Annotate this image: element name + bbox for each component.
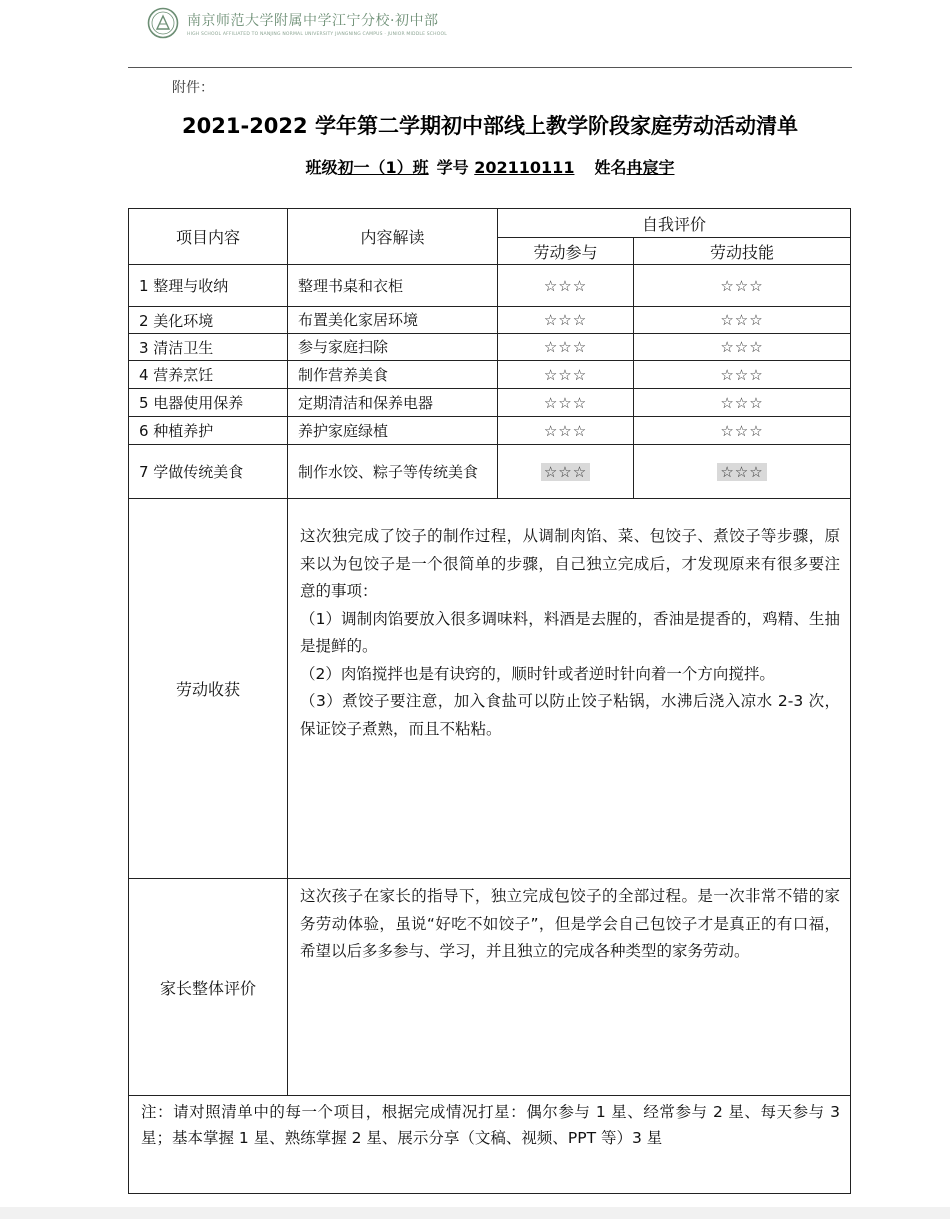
harvest-paragraph: （2）肉馅搅拌也是有诀窍的，顺时针或者逆时针向着一个方向搅拌。 — [300, 664, 775, 683]
school-seal-icon — [147, 7, 179, 39]
table-row — [129, 389, 851, 417]
class-label: 班级 — [305, 158, 338, 177]
parent-eval-label: 家长整体评价 — [129, 879, 288, 1096]
explain-cell: 制作水饺、粽子等传统美食 — [288, 445, 498, 499]
table-row — [129, 445, 851, 499]
school-header — [147, 6, 527, 46]
explain-cell: 定期清洁和保养电器 — [288, 389, 498, 417]
header-skill: 劳动技能 — [634, 238, 851, 265]
table-row — [129, 334, 851, 361]
item-cell: 2 美化环境 — [129, 307, 288, 334]
participation-stars: ☆☆☆ — [498, 417, 634, 445]
school-name-english: HIGH SCHOOL AFFILIATED TO NANJING NORMAL UNIVERSITY JIANGNING CAMPUS · JUNIOR MIDDLE SCHOOL — [187, 32, 447, 37]
participation-stars: ☆☆☆ — [498, 334, 634, 361]
harvest-paragraph: （1）调制肉馅要放入很多调味料，料酒是去腥的，香油是提香的，鸡精、生抽是提鲜的。 — [300, 609, 841, 655]
explain-cell: 布置美化家居环境 — [288, 307, 498, 334]
name-value: 冉宸宇 — [626, 158, 675, 177]
skill-stars: ☆☆☆ — [634, 389, 851, 417]
harvest-paragraph: 这次独完成了饺子的制作过程，从调制肉馅、菜、包饺子、煮饺子等步骤，原来以为包饺子是一个很简单的步骤，自己独立完成后，才发现原来有很多要注意的事项： — [300, 527, 841, 600]
header-participation: 劳动参与 — [498, 238, 634, 265]
note-text: 注：请对照清单中的每一个项目，根据完成情况打星：偶尔参与 1 星、经常参与 2 星、每天参与 3 星；基本掌握 1 星、熟练掌握 2 星、展示分享（文稿、视频、PPT 等）3 星 — [129, 1096, 851, 1194]
school-name: 南京师范大学附属中学江宁分校·初中部 — [187, 13, 439, 29]
header-item: 项目内容 — [129, 209, 288, 265]
header-self-eval: 自我评价 — [498, 209, 851, 238]
page-title: 2021-2022 学年第二学期初中部线上教学阶段家庭劳动活动清单 — [182, 114, 798, 138]
table-row — [129, 307, 851, 334]
harvest-content — [288, 499, 851, 879]
parent-eval-text: 这次孩子在家长的指导下，独立完成包饺子的全部过程。是一次非常不错的家务劳动体验，虽说“好吃不如饺子”，但是学会自己包饺子才是真正的有口福，希望以后多多参与、学习，并且独立的完成各种类型的家务劳动。 — [300, 887, 841, 960]
explain-cell: 养护家庭绿植 — [288, 417, 498, 445]
table-row — [129, 361, 851, 389]
table-row — [129, 265, 851, 307]
class-value: 初一（1）班 — [337, 158, 429, 177]
student-id-label: 学号 — [436, 158, 469, 177]
item-cell: 7 学做传统美食 — [129, 445, 288, 499]
table-row — [129, 417, 851, 445]
parent-eval-content — [288, 879, 851, 1096]
skill-stars: ☆☆☆ — [717, 463, 766, 481]
harvest-paragraph: （3）煮饺子要注意，加入食盐可以防止饺子粘锅，水沸后浇入凉水 2-3 次，保证饺子煮熟，而且不粘粘。 — [300, 692, 841, 738]
student-id-value: 202110111 — [474, 158, 575, 177]
participation-stars: ☆☆☆ — [498, 307, 634, 334]
item-cell: 4 营养烹饪 — [129, 361, 288, 389]
participation-stars: ☆☆☆ — [498, 361, 634, 389]
item-cell: 1 整理与收纳 — [129, 265, 288, 307]
skill-stars: ☆☆☆ — [634, 417, 851, 445]
item-cell: 3 清洁卫生 — [129, 334, 288, 361]
note-row — [129, 1096, 851, 1194]
explain-cell: 整理书桌和衣柜 — [288, 265, 498, 307]
item-cell: 5 电器使用保养 — [129, 389, 288, 417]
skill-stars: ☆☆☆ — [634, 307, 851, 334]
participation-stars: ☆☆☆ — [498, 389, 634, 417]
activity-table — [128, 208, 851, 1194]
student-info — [0, 155, 950, 178]
participation-stars: ☆☆☆ — [541, 463, 590, 481]
attachment-label: 附件： — [172, 80, 214, 96]
skill-stars: ☆☆☆ — [634, 265, 851, 307]
header-explain: 内容解读 — [288, 209, 498, 265]
skill-stars-cell — [634, 445, 851, 499]
page-bottom-strip — [0, 1207, 950, 1219]
participation-stars-cell — [498, 445, 634, 499]
explain-cell: 制作营养美食 — [288, 361, 498, 389]
harvest-row — [129, 499, 851, 879]
participation-stars: ☆☆☆ — [498, 265, 634, 307]
skill-stars: ☆☆☆ — [634, 334, 851, 361]
header-divider — [128, 67, 852, 68]
name-label: 姓名 — [594, 158, 627, 177]
parent-eval-row — [129, 879, 851, 1096]
item-cell: 6 种植养护 — [129, 417, 288, 445]
skill-stars: ☆☆☆ — [634, 361, 851, 389]
harvest-label: 劳动收获 — [129, 499, 288, 879]
explain-cell: 参与家庭扫除 — [288, 334, 498, 361]
